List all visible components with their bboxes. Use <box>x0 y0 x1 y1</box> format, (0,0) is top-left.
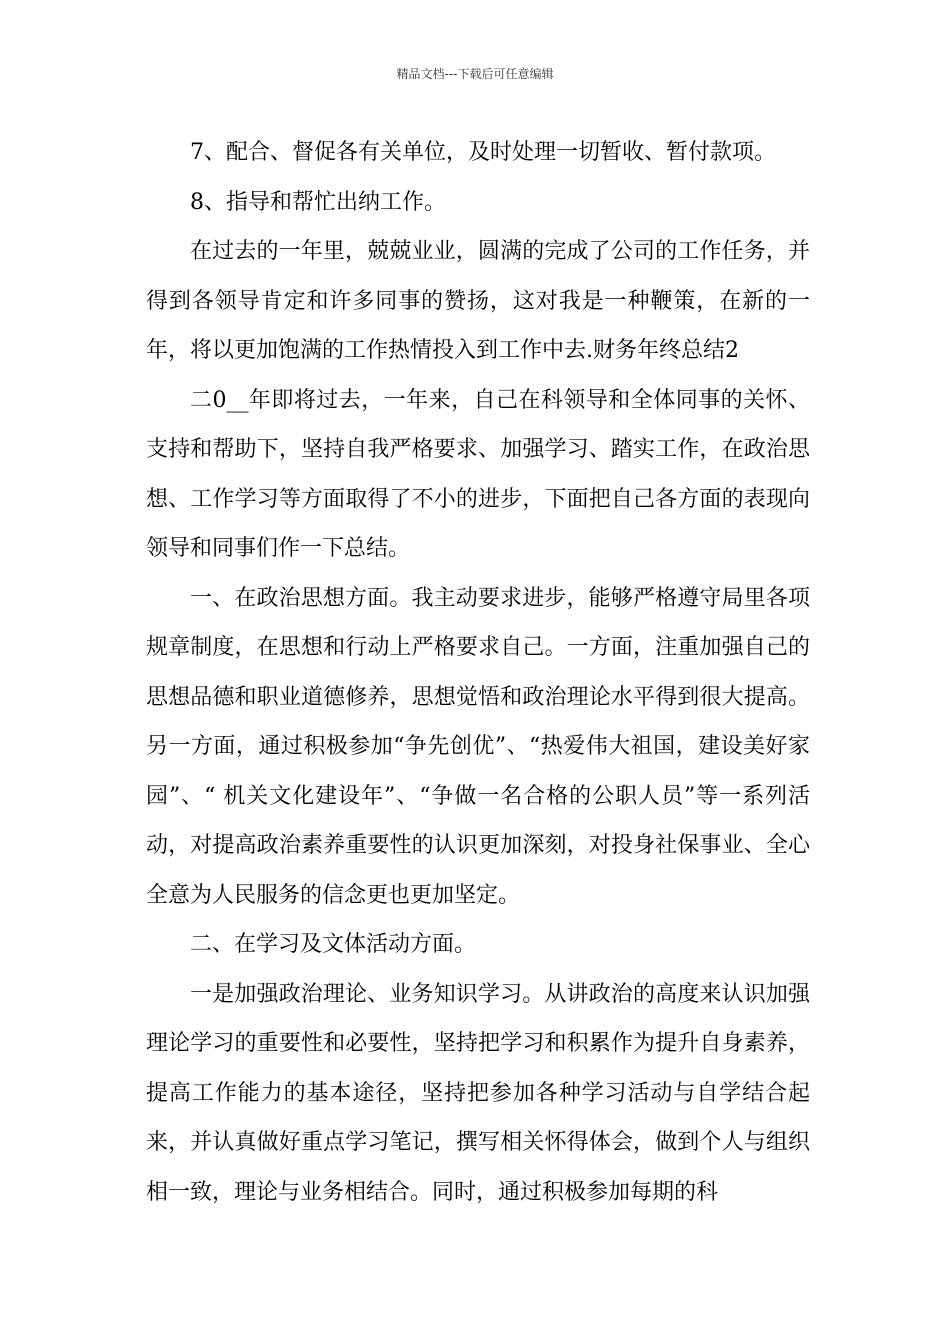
paragraph-political-thought: 一、在政治思想方面。我主动要求进步，能够严格遵守局里各项规章制度，在思想和行动上严格要求自己。一方面，注重加强自己的思想品德和职业道德修养，思想觉悟和政治理论水平得到很大提高。另一方面，通过积极参加“争先创优”、“热爱伟大祖国，建设美好家园”、“ 机关文化建设年”、“争做一名合格的公职人员”等一系列活动，对提高政治素养重要性的认识更加深刻，对投身社保事业、全心全意为人民服务的信念更也更加坚定。 <box>146 585 810 908</box>
page-header: 精品文档---下载后可任意编辑 <box>396 67 554 81</box>
section-heading-study: 二、在学习及文体活动方面。 <box>190 932 477 957</box>
paragraph-item-8: 8、指导和帮忙出纳工作。 <box>190 189 446 215</box>
paragraph-theory-study: 一是加强政治理论、业务知识学习。从讲政治的高度来认识加强理论学习的重要性和必要性，坚持把学习和积累作为提升自身素养，提高工作能力的基本途径，坚持把参加各种学习活动与自学结合起来，并认真做好重点学习笔记，撰写相关怀得体会，做到个人与组织相一致，理论与业务相结合。同时，通过积极参加每期的科 <box>146 981 810 1205</box>
paragraph-year-review: 在过去的一年里，兢兢业业，圆满的完成了公司的工作任务，并得到各领导肯定和许多同事的赞扬，这对我是一种鞭策，在新的一年，将以更加饱满的工作热情投入到工作中去.财务年终总结2 <box>146 239 810 363</box>
paragraph-summary-intro: 二0__年即将过去，一年来，自己在科领导和全体同事的关怀、支持和帮助下，坚持自我严格要求、加强学习、踏实工作，在政治思想、工作学习等方面取得了不小的进步，下面把自己各方面的表现向领导和同事们作一下总结。 <box>146 387 810 561</box>
paragraph-item-7: 7、配合、督促各有关单位，及时处理一切暂收、暂付款项。 <box>190 140 776 165</box>
document-body <box>146 128 810 1217</box>
